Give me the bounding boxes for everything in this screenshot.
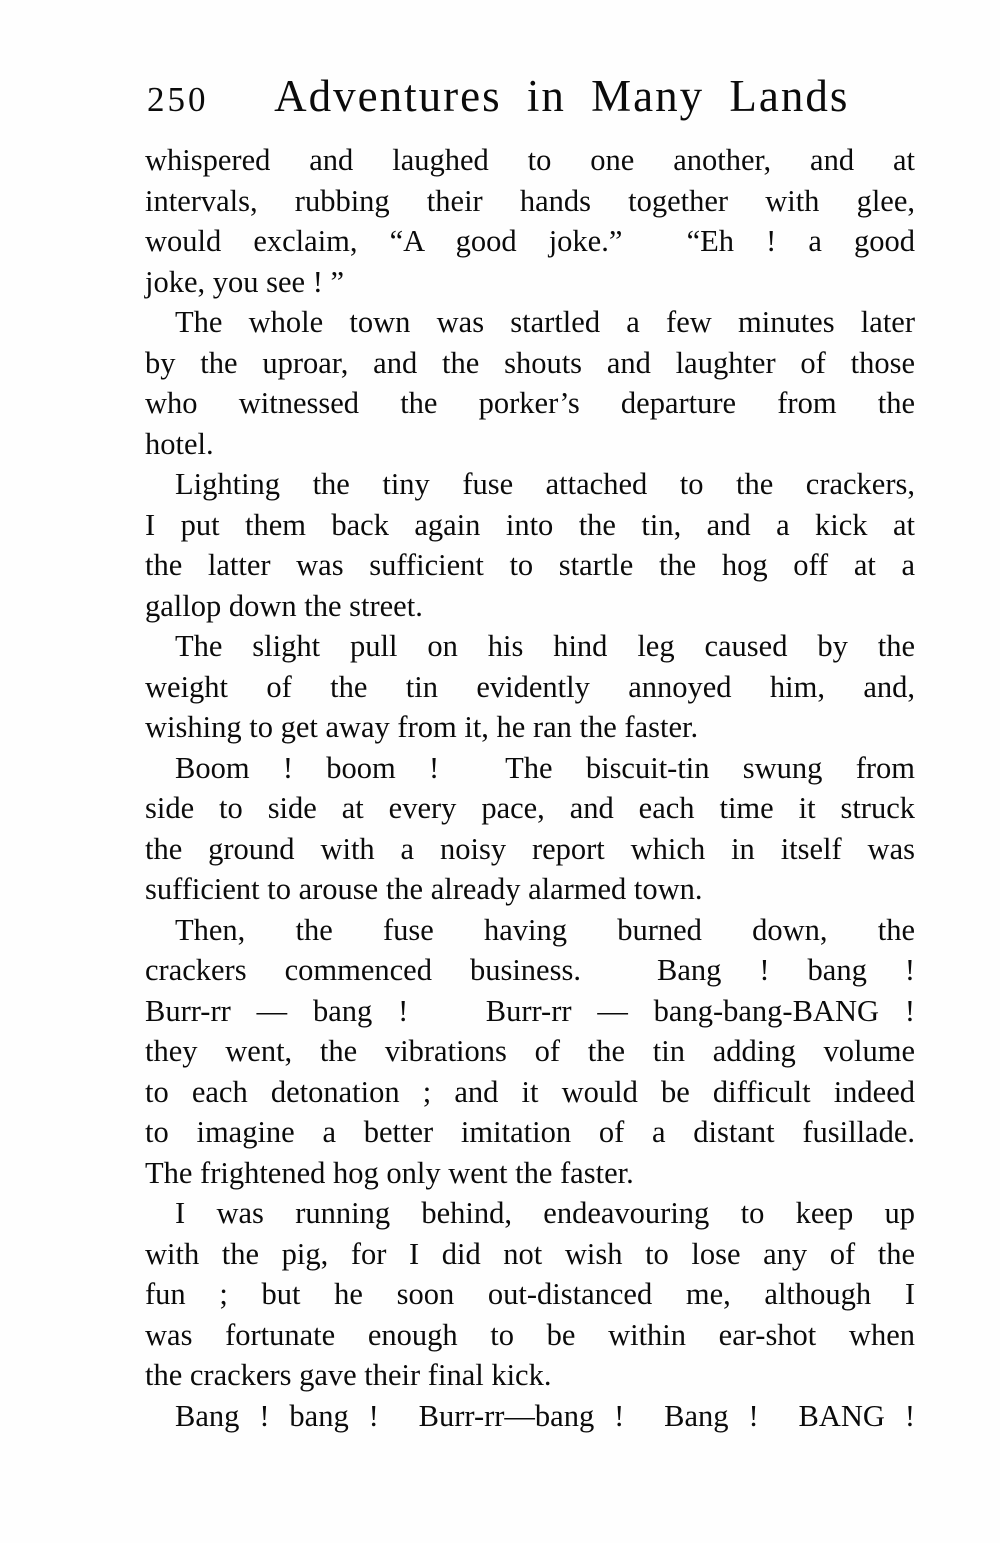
paragraph-8 bbox=[145, 1396, 915, 1437]
text-line: was fortunate enough to be within ear-shot when bbox=[145, 1317, 915, 1352]
text-line: crackers commenced business. Bang ! bang ! bbox=[145, 953, 915, 987]
text-line: whispered and laughed to one another, and at bbox=[145, 143, 915, 177]
paragraph-6 bbox=[145, 910, 915, 1194]
text-line: side to side at every pace, and each time it struck bbox=[145, 791, 915, 825]
text-line: to each detonation ; and it would be difficult indeed bbox=[145, 1074, 915, 1109]
text-line: gallop down the street. bbox=[145, 588, 423, 623]
page-body bbox=[145, 140, 915, 1436]
text-line: with the pig, for I did not wish to lose any of the bbox=[145, 1236, 915, 1271]
text-line: hotel. bbox=[145, 426, 214, 461]
text-line: intervals, rubbing their hands together with glee, bbox=[145, 183, 915, 218]
paragraph-2 bbox=[145, 302, 915, 464]
text-line: Lighting the tiny fuse attached to the crackers, bbox=[175, 467, 915, 501]
text-column bbox=[145, 70, 915, 1436]
text-line: who witnessed the porker’s departure from the bbox=[145, 386, 915, 420]
text-line: Burr-rr — bang ! Burr-rr — bang-bang-BANG ! bbox=[145, 993, 915, 1028]
text-line: the ground with a noisy report which in itself was bbox=[145, 831, 915, 866]
text-line: Then, the fuse having burned down, the bbox=[175, 912, 915, 947]
text-line: I was running behind, endeavouring to keep up bbox=[175, 1196, 915, 1230]
text-line: fun ; but he soon out-distanced me, although I bbox=[145, 1277, 915, 1311]
text-line: to imagine a better imitation of a distant fusillade. bbox=[145, 1115, 915, 1149]
paragraph-4 bbox=[145, 626, 915, 748]
text-line: wishing to get away from it, he ran the faster. bbox=[145, 710, 699, 744]
text-line: would exclaim, “A good joke.” “Eh ! a good bbox=[145, 224, 915, 258]
text-line: Bang ! bang ! Burr-rr—bang ! Bang ! BANG ! bbox=[175, 1398, 915, 1433]
text-line: the latter was sufficient to startle the hog off at a bbox=[145, 548, 915, 582]
running-title: Adventures in Many Lands bbox=[274, 71, 850, 121]
paragraph-5 bbox=[145, 748, 915, 910]
text-line: weight of the tin evidently annoyed him, and, bbox=[145, 669, 915, 704]
text-line: The frightened hog only went the faster. bbox=[145, 1155, 634, 1190]
text-line: The whole town was startled a few minutes later bbox=[175, 305, 915, 339]
text-line: by the uproar, and the shouts and laughter of those bbox=[145, 345, 915, 380]
page-number: 250 bbox=[147, 80, 209, 119]
text-line: sufficient to arouse the already alarmed town. bbox=[145, 872, 703, 906]
text-line: I put them back again into the tin, and a kick at bbox=[145, 507, 915, 542]
paragraph-1 bbox=[145, 140, 915, 302]
text-line: they went, the vibrations of the tin adding volume bbox=[145, 1034, 915, 1068]
text-line: joke, you see ! ” bbox=[145, 264, 345, 299]
page-header bbox=[145, 70, 915, 124]
paragraph-7 bbox=[145, 1193, 915, 1396]
text-line: the crackers gave their final kick. bbox=[145, 1358, 552, 1392]
text-line: The slight pull on his hind leg caused by the bbox=[175, 629, 915, 663]
text-line: Boom ! boom ! The biscuit-tin swung from bbox=[175, 750, 915, 785]
paragraph-3 bbox=[145, 464, 915, 626]
